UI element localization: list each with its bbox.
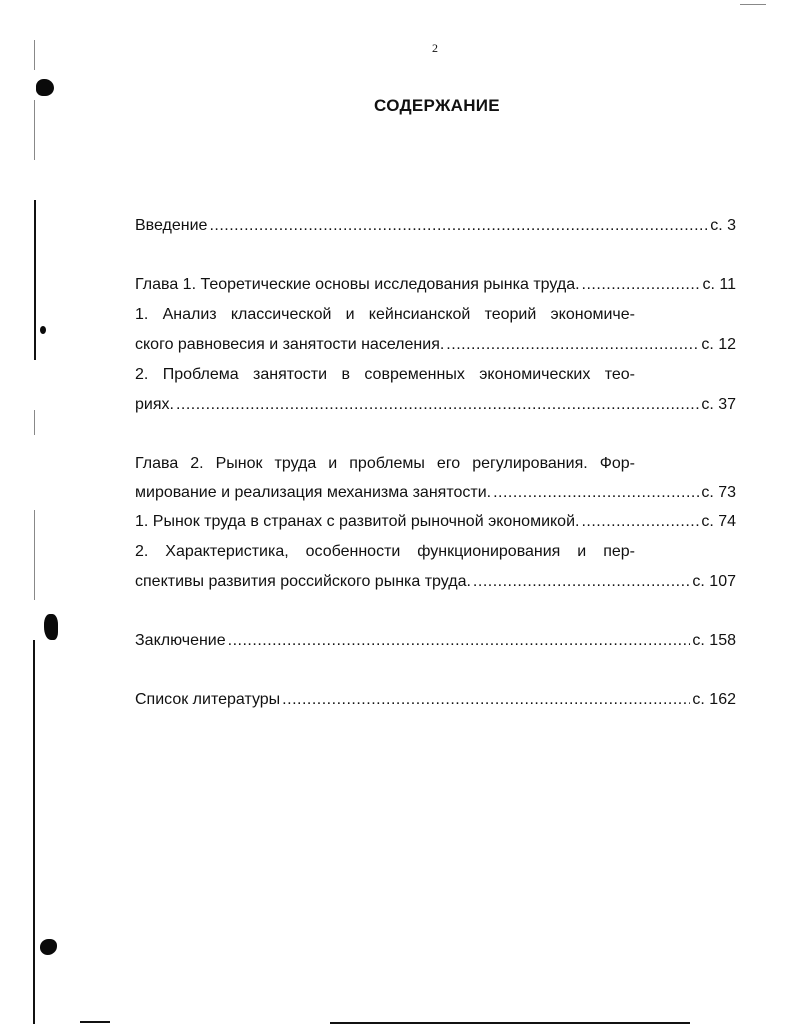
scan-artifact — [740, 4, 766, 5]
toc-entry-section-1-1[interactable] — [135, 333, 736, 357]
scan-artifact — [34, 510, 35, 600]
toc-entry-page: с. 3 — [710, 217, 736, 234]
dot-leader — [581, 510, 699, 534]
toc-entry-page: с. 37 — [701, 396, 736, 413]
dot-leader — [209, 214, 708, 238]
toc-entry-section-2-2[interactable] — [135, 570, 736, 594]
toc-entry-page: с. 73 — [701, 484, 736, 501]
scan-artifact — [34, 200, 36, 360]
toc-entry-section-1-2-line-1[interactable]: 2. Проблема занятости в современных экономических тео- — [135, 366, 635, 383]
toc-entry-section-2-2-line-1[interactable]: 2. Характеристика, особенности функционирования и пер- — [135, 543, 635, 560]
dot-leader — [582, 273, 701, 297]
dot-leader — [493, 481, 699, 505]
toc-entry-section-1-2[interactable] — [135, 393, 736, 417]
toc-entry-section-2-1[interactable] — [135, 510, 736, 534]
dot-leader — [228, 629, 691, 653]
dot-leader — [446, 333, 699, 357]
toc-entry-text: Список литературы — [135, 691, 281, 708]
toc-entry-chapter-2-line-1[interactable]: Глава 2. Рынок труда и проблемы его регулирования. Фор- — [135, 455, 635, 472]
punch-hole-mark — [40, 939, 57, 955]
toc-entry-page: с. 158 — [692, 632, 736, 649]
table-of-contents — [135, 0, 736, 1026]
toc-entry-text: ского равновесия и занятости населения. — [135, 336, 445, 353]
toc-entry-page: с. 11 — [702, 276, 736, 293]
toc-entry-text: риях. — [135, 396, 174, 413]
toc-entry-chapter-1[interactable] — [135, 273, 736, 297]
page-number: 2 — [432, 41, 438, 55]
toc-entry-page: с. 12 — [701, 336, 736, 353]
toc-entry-introduction[interactable] — [135, 214, 736, 238]
toc-entry-text: спективы развития российского рынка труда. — [135, 573, 471, 590]
toc-entry-page: с. 107 — [692, 573, 736, 590]
toc-entry-page: с. 162 — [692, 691, 736, 708]
punch-hole-mark — [44, 614, 58, 640]
toc-entry-text: Введение — [135, 217, 208, 234]
scan-artifact — [33, 640, 35, 1024]
scan-artifact — [80, 1021, 110, 1023]
punch-hole-mark — [36, 79, 54, 96]
dot-leader — [176, 393, 699, 417]
toc-entry-text: 1. Рынок труда в странах с развитой рыночной экономикой. — [135, 513, 580, 530]
toc-entry-chapter-2[interactable] — [135, 481, 736, 505]
toc-entry-page: с. 74 — [701, 513, 736, 530]
toc-entry-section-1-1-line-1[interactable]: 1. Анализ классической и кейнсианской теорий экономиче- — [135, 306, 635, 323]
dot-leader — [282, 688, 690, 712]
toc-entry-text: Глава 1. Теоретические основы исследования рынка труда. — [135, 276, 580, 293]
toc-entry-text: мирование и реализация механизма занятости. — [135, 484, 492, 501]
scan-artifact — [34, 410, 35, 435]
toc-entry-text: Заключение — [135, 632, 226, 649]
toc-entry-conclusion[interactable] — [135, 629, 736, 653]
toc-title: СОДЕРЖАНИЕ — [374, 96, 500, 115]
toc-entry-references[interactable] — [135, 688, 736, 712]
punch-hole-mark — [40, 326, 46, 334]
dot-leader — [473, 570, 690, 594]
